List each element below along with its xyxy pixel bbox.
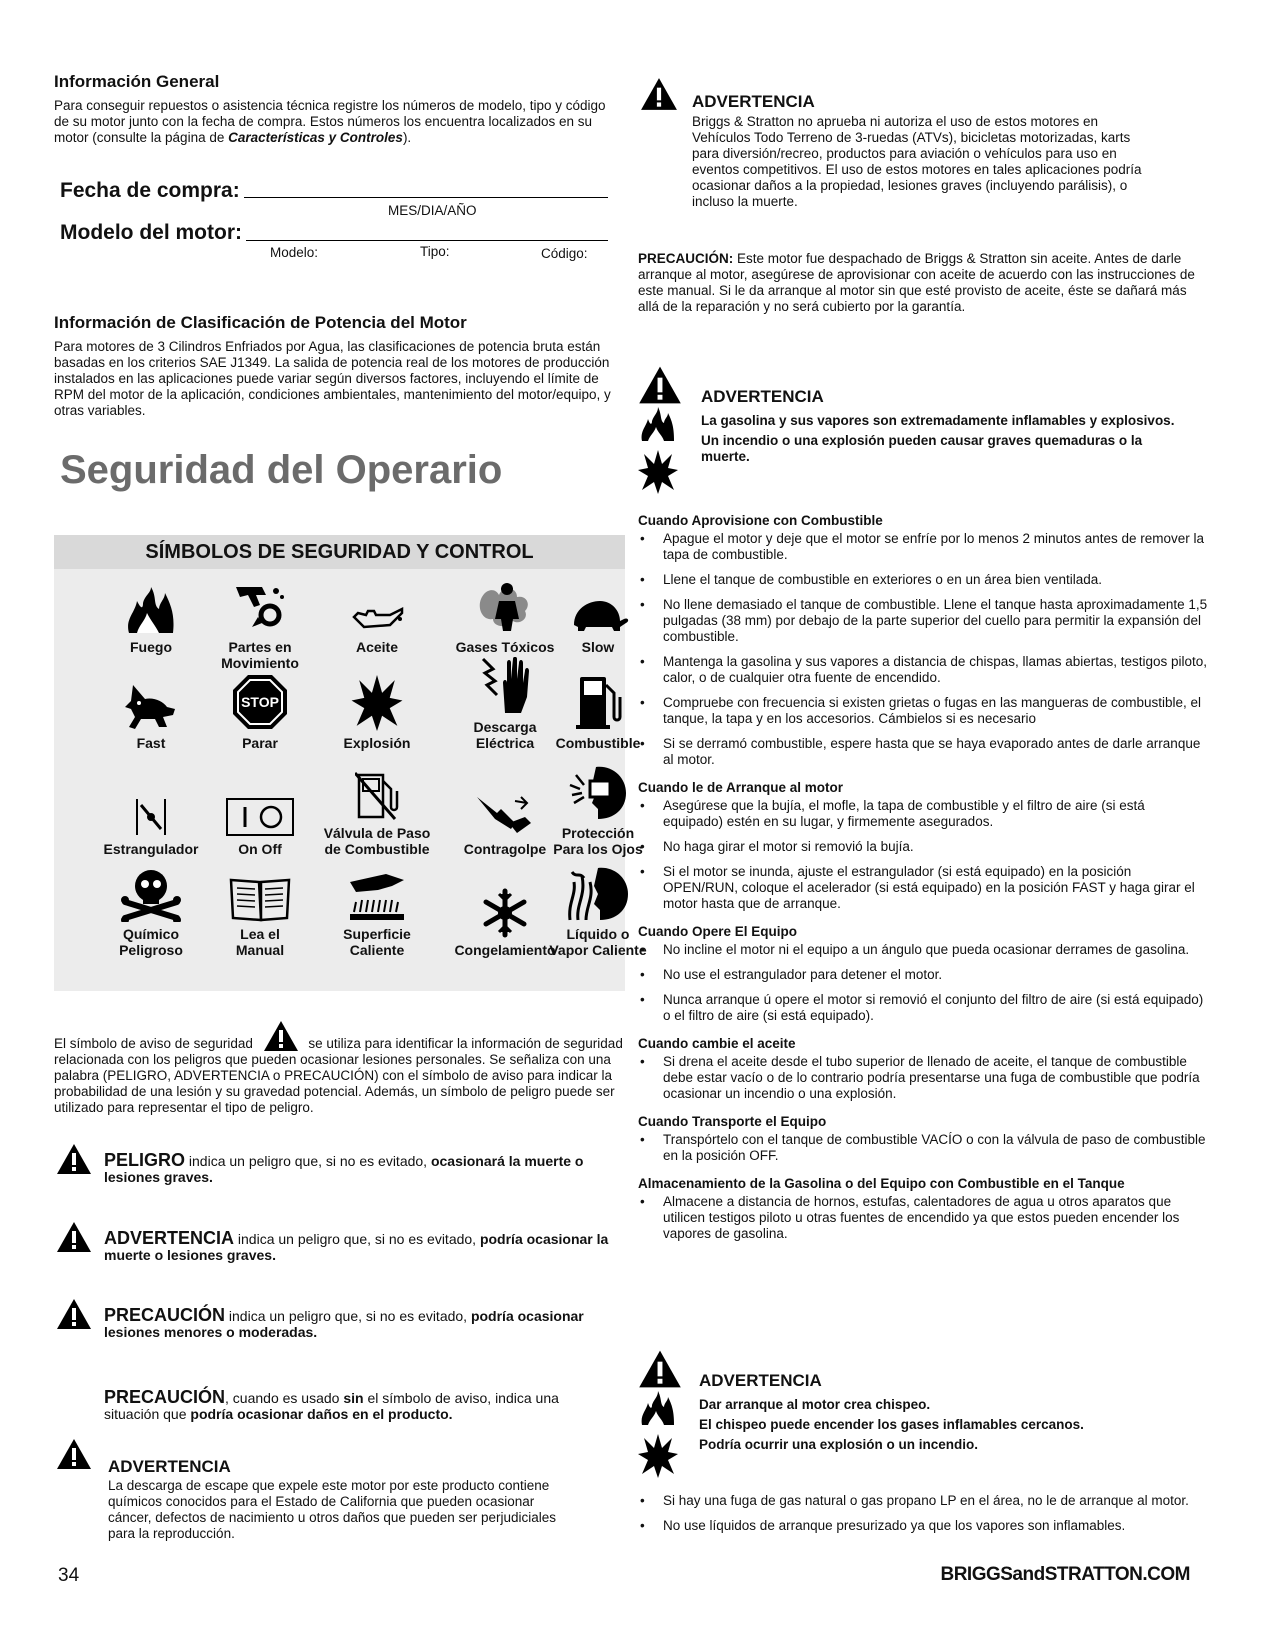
gas-warning-line1: La gasolina y sus vapores son extremadamente inflamables y explosivos.	[701, 413, 1175, 428]
symbol-label: Descarga Eléctrica	[473, 719, 537, 751]
power-rating-body: Para motores de 3 Cilindros Enfriados por Agua, las clasificaciones de potencia bruta están basadas en los criterios SAE J1349. La salida de potencia real de los motores de producción instalados en las aplicaciones puede variar según diversos factores, incluyendo el límite de RPM del motor de la aplicación, condiciones ambientales, mantenimiento del motor/equipo, y otras variables.	[54, 339, 611, 418]
svg-text:STOP: STOP	[241, 694, 279, 710]
section-heading: Cuando Transporte el Equipo	[638, 1114, 827, 1129]
alert-symbol-text: El símbolo de aviso de seguridad se utiliza para identificar la información de seguridad relacionada con los peligros que pueden ocasionar lesiones personales. Se señaliza con una palabra (PELIGRO, ADVERTENCIA o PRECAUCIÓN) con el símbolo de aviso para indicar la probabilidad de una lesión y su gravedad potencial. Además, un símbolo de peligro puede ser utilizado para representar el tipo de peligro.	[54, 1020, 624, 1116]
symbol-item	[205, 673, 315, 751]
spark-warning	[699, 1371, 1179, 1453]
warning-triangle-icon	[56, 1297, 92, 1331]
power-rating-section	[54, 313, 622, 419]
symbol-label: On Off	[238, 841, 282, 857]
symbol-label: Parar	[242, 735, 278, 751]
manual-book-icon	[205, 880, 315, 922]
general-info-body: Para conseguir repuestos o asistencia técnica registre los números de modelo, tipo y código de su motor junto con la fecha de compra. Estos números los encuentra localizados en su motor (consulte la página de Características y Controles).	[54, 98, 606, 145]
stop-sign-icon	[205, 673, 315, 731]
fuel-safety-section	[638, 1176, 1208, 1242]
list-item: • Si el motor se inunda, ajuste el estrangulador (si está equipado) en la posición OPEN/RUN, coloque el acelerador (si está equipado) en la posición FAST y haga girar el motor hasta que de arranque.	[638, 864, 1208, 912]
warning-triangle-icon	[638, 365, 688, 405]
list-item: • No use el estrangulador para detener el motor.	[638, 967, 1208, 983]
exhaust-warning-body: La descarga de escape que expele este motor por este producto contiene químicos conocidos para el Estado de California que pueden ocasionar cáncer, defectos de nacimiento u otros daños que pueden ser perjudiciales para la reproducción.	[108, 1478, 557, 1541]
fire-icon	[638, 407, 688, 448]
symbol-label: Químico Peligroso	[119, 926, 183, 958]
symbol-item	[543, 577, 653, 655]
symbol-item	[322, 673, 432, 751]
symbol-item	[96, 880, 206, 958]
engine-model-line[interactable]	[246, 229, 608, 241]
explosion-icon	[638, 450, 688, 499]
symbol-label: Fast	[136, 735, 166, 751]
choke-icon	[96, 779, 206, 837]
rabbit-icon	[96, 673, 206, 731]
symbol-item	[205, 880, 315, 958]
atv-warning	[692, 92, 1147, 210]
symbol-label: Superficie Caliente	[343, 926, 411, 958]
oil-can-icon	[322, 577, 432, 635]
symbol-item	[205, 577, 315, 671]
list-item: • No use líquidos de arranque presurizado ya que los vapores son inflamables.	[638, 1518, 1208, 1534]
moving-parts-icon	[205, 577, 315, 635]
list-item: • Asegúrese que la bujía, el mofle, la tapa de combustible y el filtro de aire (si está equipado) estén en su lugar, y firmemente asegurados.	[638, 798, 1208, 830]
list-item: • Si se derramó combustible, espere hasta que se haya evaporado antes de darle arranque al motor.	[638, 736, 1208, 768]
fuel-safety-section	[638, 780, 1208, 912]
symbol-item	[96, 577, 206, 655]
oil-caution	[638, 251, 1208, 315]
symbol-item	[322, 779, 432, 857]
list-item: • Si hay una fuga de gas natural o gas propano LP en el área, no le de arranque al motor.	[638, 1493, 1208, 1509]
model-hint: Modelo:	[270, 245, 319, 260]
date-format-hint: MES/DIA/AÑO	[388, 203, 477, 218]
symbol-item	[96, 779, 206, 857]
signal-word-definition: PRECAUCIÓN indica un peligro que, si no es evitado, podría ocasionar lesiones menores o moderadas.	[104, 1305, 584, 1340]
section-heading: Almacenamiento de la Gasolina o del Equipo con Combustible en el Tanque	[638, 1176, 1125, 1191]
symbol-label: Slow	[581, 639, 615, 655]
purchase-date-label: Fecha de compra:	[60, 179, 240, 202]
gas-warning-icons	[638, 365, 688, 499]
symbol-item	[96, 673, 206, 751]
symbol-item	[322, 577, 432, 655]
hot-liquid-icon	[543, 880, 653, 922]
symbol-label: Gases Tóxicos	[455, 639, 555, 655]
explosion-icon	[322, 673, 432, 731]
section-heading: Cuando Aprovisione con Combustible	[638, 513, 883, 528]
website-url[interactable]: BRIGGSandSTRATTON.COM	[940, 1564, 1190, 1585]
explosion-icon	[638, 1434, 688, 1483]
fuel-valve-icon	[322, 779, 432, 821]
spark-warning-title: ADVERTENCIA	[699, 1371, 822, 1390]
section-title: Seguridad del Operario	[60, 448, 503, 492]
warning-triangle-icon	[640, 77, 678, 111]
page-number: 34	[58, 1565, 80, 1586]
power-rating-title: Información de Clasificación de Potencia del Motor	[54, 313, 467, 332]
symbol-label: Fuego	[130, 639, 172, 655]
general-info-title: Información General	[54, 72, 220, 91]
symbol-label: Aceite	[355, 639, 399, 655]
turtle-icon	[543, 577, 653, 635]
symbol-item	[543, 779, 653, 857]
warning-triangle-icon	[56, 1142, 92, 1176]
list-item: • Transpórtelo con el tanque de combustible VACÍO o con la válvula de paso de combustible en la posición OFF.	[638, 1132, 1208, 1164]
list-item: • No haga girar el motor si removió la bujía.	[638, 839, 1208, 855]
type-hint: Tipo:	[420, 244, 450, 259]
symbol-label: Estrangulador	[103, 841, 199, 857]
warning-triangle-icon	[638, 1349, 688, 1389]
list-item: • Apague el motor y deje que el motor se enfríe por lo menos 2 minutos antes de remover la tapa de combustible.	[638, 531, 1208, 563]
fuel-pump-icon	[543, 673, 653, 731]
spark-warning-icons	[638, 1349, 688, 1483]
symbol-label: Líquido o Vapor Caliente	[549, 926, 647, 958]
signal-word-definition: PELIGRO indica un peligro que, si no es evitado, ocasionará la muerte o lesiones graves.	[104, 1150, 584, 1185]
atv-warning-body: Briggs & Stratton no aprueba ni autoriza el uso de estos motores en Vehículos Todo Terreno de 3-ruedas (ATVs), bicicletas motorizadas, karts para diversión/recreo, productos para aviación o vehículos para uso en eventos competitivos. El uso de estos motores en tales aplicaciones podría ocasionar daños a la propiedad, lesiones graves (incluyendo parálisis), o incluso la muerte.	[692, 114, 1142, 209]
section-heading: Cuando Opere El Equipo	[638, 924, 798, 939]
list-item: • Mantenga la gasolina y sus vapores a distancia de chispas, llamas abiertas, testigos piloto, calor, o de cualquier otra fuente de encendido.	[638, 654, 1208, 686]
symbol-label: Explosión	[343, 735, 411, 751]
symbol-label: Congelamiento	[454, 942, 556, 958]
skull-crossbones-icon	[96, 880, 206, 922]
gas-warning-title: ADVERTENCIA	[701, 387, 824, 406]
oil-caution-text: PRECAUCIÓN: Este motor fue despachado de Briggs & Stratton sin aceite. Antes de darle arranque al motor, asegúrese de aprovisionar con aceite de acuerdo con las instrucciones de este manual. Si le da arranque al motor sin que esté provisto de aceite, éste se dañará más allá de la reparación y no será cubierto por la garantía.	[638, 251, 1195, 314]
symbol-label: Lea el Manual	[235, 926, 285, 958]
symbol-label: Combustible	[555, 735, 641, 751]
eye-protection-icon	[543, 779, 653, 821]
section-heading: Cuando cambie el aceite	[638, 1036, 796, 1051]
fuel-safety-section	[638, 924, 1208, 1024]
safety-alert-icon	[263, 1020, 299, 1052]
spark-warning-line2: El chispeo puede encender los gases inflamables cercanos.	[699, 1417, 1084, 1432]
atv-warning-title: ADVERTENCIA	[692, 92, 815, 111]
code-hint: Código:	[541, 246, 588, 261]
signal-word-definition: ADVERTENCIA indica un peligro que, si no es evitado, podría ocasionar la muerte o lesiones graves.	[104, 1228, 609, 1263]
list-item: • Nunca arranque ú opere el motor si removió el conjunto del filtro de aire (si está equipado) o el filtro de aire (si está equipado).	[638, 992, 1208, 1024]
hot-surface-icon	[322, 880, 432, 922]
symbol-item	[543, 673, 653, 751]
fuel-safety-section	[638, 1036, 1208, 1102]
symbol-label: Protección Para los Ojos	[553, 825, 643, 857]
symbol-item	[543, 880, 653, 958]
spark-warning-list	[638, 1493, 1208, 1543]
fire-icon	[638, 1391, 688, 1432]
engine-model-label: Modelo del motor:	[60, 221, 242, 244]
symbol-label: Válvula de Paso de Combustible	[323, 825, 431, 857]
fuel-safety-section	[638, 1114, 1208, 1164]
section-heading: Cuando le de Arranque al motor	[638, 780, 844, 795]
symbol-label: Contragolpe	[463, 841, 547, 857]
exhaust-warning	[108, 1457, 578, 1542]
on-off-icon	[205, 779, 315, 837]
fuel-safety-section	[638, 513, 1208, 768]
symbol-label: Partes en Movimiento	[221, 639, 299, 671]
warning-triangle-icon	[56, 1220, 92, 1254]
list-item: • Compruebe con frecuencia si existen grietas o fugas en las mangueras de combustible, el tanque, la tapa y en los accesorios. Cámbielos si es necesario	[638, 695, 1208, 727]
list-item: • Almacene a distancia de hornos, estufas, calentadores de agua u otros aparatos que utilicen testigos piloto u otras fuentes de encendido ya que estos pueden encender los vapores de gasolina.	[638, 1194, 1208, 1242]
fuel-safety-sections	[638, 513, 1208, 1254]
list-item: • No incline el motor ni el equipo a un ángulo que pueda ocasionar derrames de gasolina.	[638, 942, 1208, 958]
purchase-date-line[interactable]	[244, 186, 608, 198]
fire-icon	[96, 577, 206, 635]
list-item: • No llene demasiado el tanque de combustible. Llene el tanque hasta aproximadamente 1,5 pulgadas (38 mm) por debajo de la parte superior del cuello para permitir la expansión del combustible.	[638, 597, 1208, 645]
list-item: • Llene el tanque de combustible en exteriores o en un área bien ventilada.	[638, 572, 1208, 588]
symbols-heading: SÍMBOLOS DE SEGURIDAD Y CONTROL	[54, 535, 625, 569]
exhaust-warning-title: ADVERTENCIA	[108, 1457, 231, 1476]
warning-triangle-icon	[56, 1437, 92, 1471]
spark-warning-line1: Dar arranque al motor crea chispeo.	[699, 1397, 931, 1412]
list-item: • Si drena el aceite desde el tubo superior de llenado de aceite, el tanque de combustible debe estar vacío o de lo contrario podría presentarse una fuga de combustible que podría ocasionar un incendio o una explosión.	[638, 1054, 1208, 1102]
general-info-section	[54, 72, 622, 146]
caution-no-symbol	[104, 1389, 614, 1422]
alert-symbol-explanation	[54, 1020, 624, 1116]
gas-warning	[701, 387, 1181, 465]
caution-no-symbol-text: PRECAUCIÓN, cuando es usado sin el símbolo de aviso, indica una situación que podría ocasionar daños en el producto.	[104, 1387, 559, 1422]
gas-warning-line2: Un incendio o una explosión pueden causar graves quemaduras o la muerte.	[701, 433, 1143, 464]
symbol-item	[322, 880, 432, 958]
spark-warning-line3: Podría ocurrir una explosión o un incendio.	[699, 1437, 979, 1452]
symbol-item	[205, 779, 315, 857]
